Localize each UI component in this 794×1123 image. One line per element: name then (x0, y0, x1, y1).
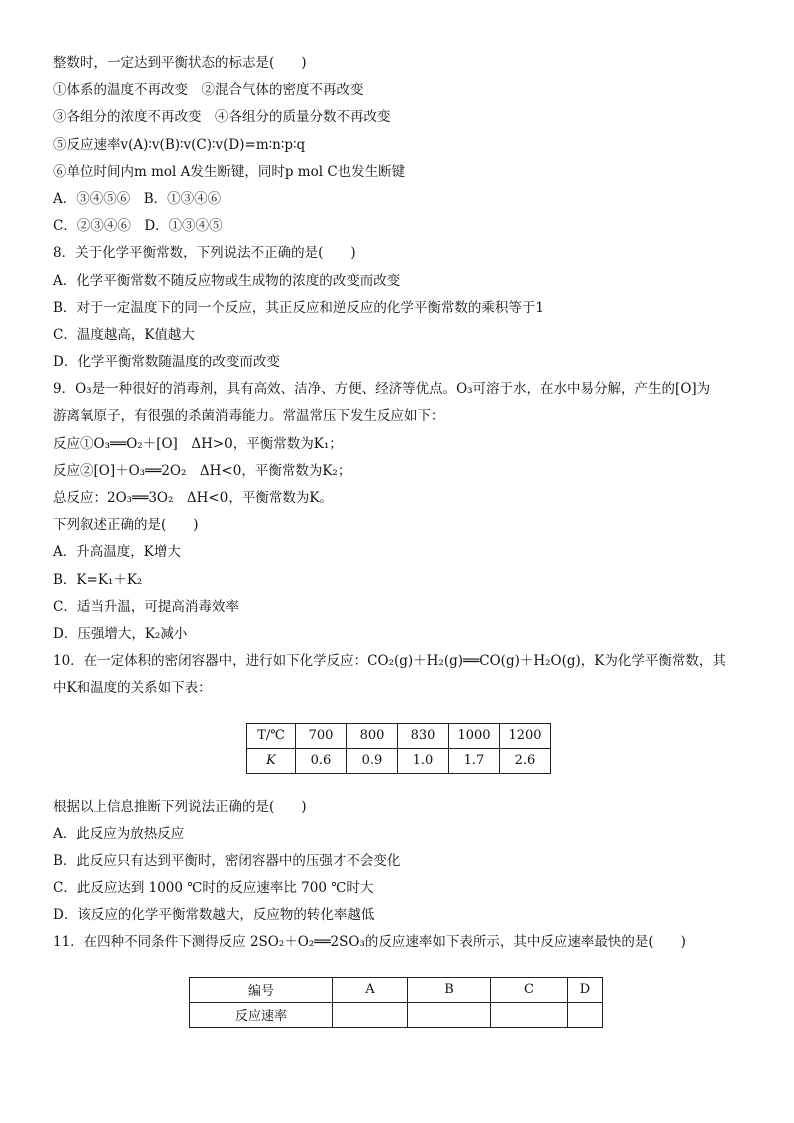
table-cell: 2.6 (500, 748, 551, 773)
table-cell (568, 1002, 603, 1027)
table-header-cell: C (491, 977, 568, 1002)
table-row (247, 748, 551, 773)
q10-stem-line2: 中K和温度的关系如下表： (53, 680, 212, 697)
table-row (190, 1002, 603, 1027)
table-cell: 0.9 (347, 748, 398, 773)
q9-stem-line1: 9．O₃是一种很好的消毒剂，具有高效、洁净、方便、经济等优点。O₃可溶于水，在水中易分解，产生的[O]为 (53, 381, 711, 398)
q8-choice-a: A．化学平衡常数不随反应物或生成物的浓度的改变而改变 (53, 272, 401, 289)
table-header-cell: 编号 (190, 977, 333, 1002)
q11-rate-table (189, 977, 603, 1028)
table-header-cell: T/℃ (247, 723, 296, 748)
table-header-cell: A (333, 977, 408, 1002)
q7-option-6: ⑥单位时间内m mol A发生断键，同时p mol C也发生断键 (53, 163, 406, 180)
q9-stem-line2: 游离氧原子，有很强的杀菌消毒能力。常温常压下发生反应如下： (53, 408, 445, 425)
table-row (190, 977, 603, 1002)
q7-stem: 整数时，一定达到平衡状态的标志是( ) (53, 55, 307, 71)
q7-choices-cd: C．②③④⑥ D．①③④⑤ (53, 218, 223, 235)
q9-choice-c: C．适当升温，可提高消毒效率 (53, 598, 239, 615)
q9-reaction-total: 总反应：2O₃══3O₂ ΔH<0，平衡常数为K。 (53, 490, 333, 506)
table-header-cell: K (247, 748, 296, 773)
table-cell: 1200 (500, 723, 551, 748)
table-cell: 1000 (449, 723, 500, 748)
table-cell: 830 (398, 723, 449, 748)
table-cell (491, 1002, 568, 1027)
q7-options-1-2: ①体系的温度不再改变 ②混合气体的密度不再改变 (53, 82, 364, 99)
table-cell: 700 (296, 723, 347, 748)
table-header-cell: B (408, 977, 491, 1002)
q9-choice-b: B．K=K₁＋K₂ (53, 571, 143, 588)
q8-choice-c: C．温度越高，K值越大 (53, 326, 195, 343)
q11-stem: 11．在四种不同条件下测得反应 2SO₂＋O₂══2SO₃的反应速率如下表所示，其中反应速率最快的是( ) (53, 934, 686, 951)
q9-choice-d: D．压强增大，K₂减小 (53, 625, 188, 642)
table-cell: 800 (347, 723, 398, 748)
q10-stem-line1: 10．在一定体积的密闭容器中，进行如下化学反应：CO₂(g)＋H₂(g)══CO(g)＋H₂O(g)，K为化学平衡常数，其 (53, 653, 726, 670)
q10-choice-d: D．该反应的化学平衡常数越大，反应物的转化率越低 (53, 907, 375, 924)
worksheet-page (53, 50, 753, 1028)
q10-choice-a: A．此反应为放热反应 (53, 825, 185, 842)
q10-question: 根据以上信息推断下列说法正确的是( ) (53, 798, 307, 815)
q9-reaction-2: 反应②[O]＋O₃══2O₂ ΔH<0，平衡常数为K₂； (53, 462, 352, 479)
q8-choice-b: B．对于一定温度下的同一个反应，其正反应和逆反应的化学平衡常数的乘积等于1 (53, 299, 545, 316)
table-cell: 1.0 (398, 748, 449, 773)
table-header-cell: D (568, 977, 603, 1002)
table-row (247, 723, 551, 748)
table-cell: 0.6 (296, 748, 347, 773)
q8-stem: 8．关于化学平衡常数，下列说法不正确的是( ) (53, 245, 356, 262)
q7-options-3-4: ③各组分的浓度不再改变 ④各组分的质量分数不再改变 (53, 109, 391, 126)
table-cell (408, 1002, 491, 1027)
q10-temperature-k-table (246, 723, 551, 774)
table-cell (333, 1002, 408, 1027)
q7-choices-ab: A．③④⑤⑥ B．①③④⑥ (53, 190, 222, 207)
q10-choice-b: B．此反应只有达到平衡时，密闭容器中的压强才不会变化 (53, 852, 401, 869)
q9-choice-a: A．升高温度，K增大 (53, 544, 181, 561)
table-header-cell: 反应速率 (190, 1002, 333, 1027)
q9-question: 下列叙述正确的是( ) (53, 517, 199, 534)
q10-choice-c: C．此反应达到 1000 ℃时的反应速率比 700 ℃时大 (53, 880, 374, 897)
q8-choice-d: D．化学平衡常数随温度的改变而改变 (53, 354, 280, 371)
q7-option-5: ⑤反应速率v(A)∶v(B)∶v(C)∶v(D)=m∶n∶p∶q (53, 136, 306, 153)
q9-reaction-1: 反应①O₃══O₂＋[O] ΔH>0，平衡常数为K₁； (53, 435, 343, 452)
table-cell: 1.7 (449, 748, 500, 773)
